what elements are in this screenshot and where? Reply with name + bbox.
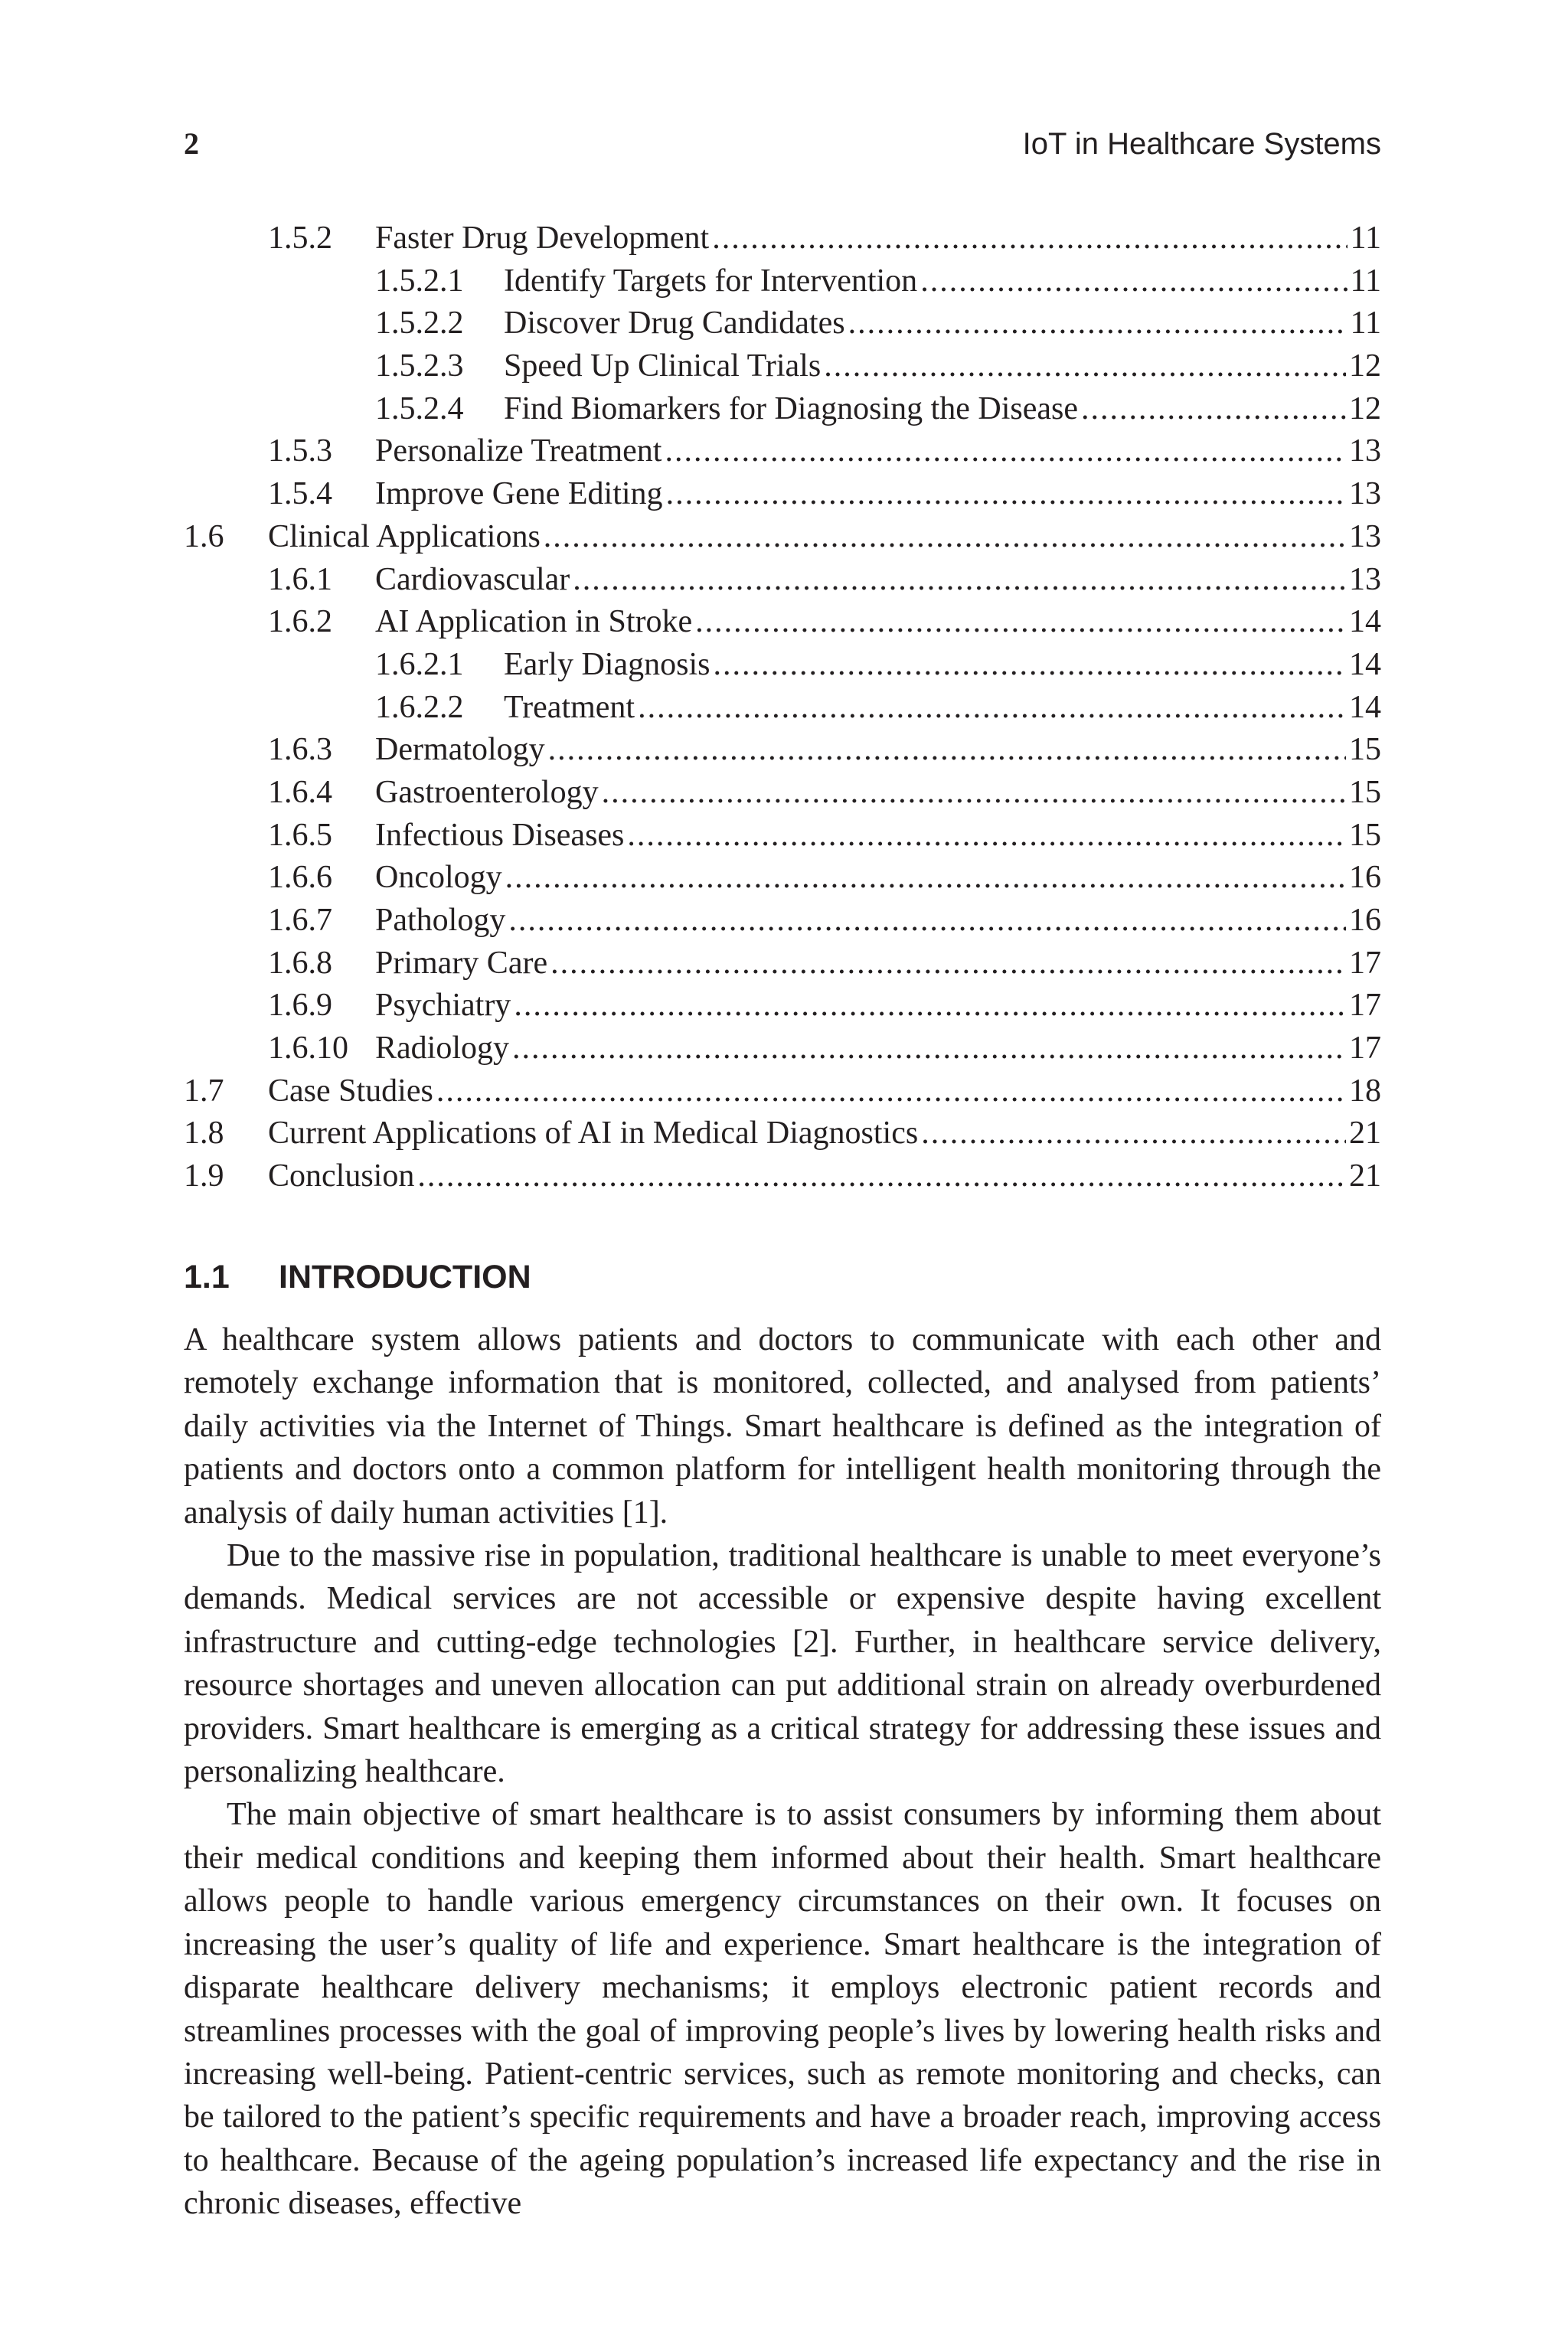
toc-entry-page: 15 bbox=[1349, 732, 1381, 768]
toc-entry-line bbox=[375, 857, 1381, 900]
toc-entry-page: 13 bbox=[1349, 561, 1381, 597]
toc-entry-number: 1.6.2 bbox=[268, 604, 332, 640]
toc-entry-page: 15 bbox=[1349, 774, 1381, 810]
toc-entry-line bbox=[375, 772, 1381, 815]
toc-dot-leader bbox=[638, 687, 1346, 730]
toc-entry-title: Speed Up Clinical Trials bbox=[504, 348, 822, 384]
toc-entry-page: 16 bbox=[1349, 860, 1381, 896]
toc-entry-title: Conclusion bbox=[268, 1158, 415, 1194]
toc-entry[interactable] bbox=[184, 473, 1381, 516]
toc-entry-page: 16 bbox=[1349, 903, 1381, 938]
toc-dot-leader bbox=[1081, 388, 1346, 431]
toc-dot-leader bbox=[508, 900, 1346, 942]
toc-entry[interactable] bbox=[184, 687, 1381, 730]
toc-entry-title: Clinical Applications bbox=[268, 518, 541, 554]
paragraph: Due to the massive rise in population, traditional healthcare is unable to meet everyone’s demands. Medical services are not accessible or expensive despite having excellent infrastructure and cutting-edge technologies [2]. Further, in healthcare service delivery, resource shortages and uneven allocation can put additional strain on already overburdened providers. Smart healthcare is emerging as a critical strategy for addressing these issues and personalizing healthcare. bbox=[184, 1538, 1381, 1790]
toc-entry[interactable] bbox=[184, 772, 1381, 815]
toc-entry-line bbox=[504, 644, 1381, 687]
toc-entry-page: 21 bbox=[1349, 1158, 1381, 1194]
toc-entry-title: Current Applications of AI in Medical Diagnostics bbox=[268, 1116, 919, 1152]
page-number: 2 bbox=[184, 126, 199, 161]
toc-entry[interactable] bbox=[184, 217, 1381, 260]
toc-entry-page: 14 bbox=[1349, 646, 1381, 682]
toc-entry-page: 11 bbox=[1350, 263, 1381, 299]
toc-entry-page: 17 bbox=[1349, 1031, 1381, 1067]
toc-entry-line bbox=[504, 687, 1381, 730]
toc-entry-line bbox=[268, 516, 1381, 559]
toc-entry-number: 1.6 bbox=[184, 518, 224, 554]
toc-entry-line bbox=[375, 601, 1381, 644]
toc-entry-title: AI Application in Stroke bbox=[375, 604, 693, 640]
toc-entry-page: 13 bbox=[1349, 433, 1381, 469]
toc-dot-leader bbox=[505, 857, 1346, 900]
toc-entry-title: Pathology bbox=[375, 903, 506, 938]
toc-entry-line bbox=[375, 430, 1381, 473]
toc-entry-page: 12 bbox=[1349, 348, 1381, 384]
section-title: INTRODUCTION bbox=[279, 1259, 531, 1295]
toc-entry-page: 11 bbox=[1350, 305, 1381, 341]
toc-entry[interactable] bbox=[184, 900, 1381, 942]
toc-entry-line bbox=[504, 302, 1381, 345]
toc-entry-title: Early Diagnosis bbox=[504, 646, 710, 682]
toc-entry-title: Primary Care bbox=[375, 945, 548, 981]
toc-entry[interactable] bbox=[184, 302, 1381, 345]
toc-entry-page: 15 bbox=[1349, 817, 1381, 853]
toc-entry-page: 11 bbox=[1350, 220, 1381, 256]
toc-entry-title: Discover Drug Candidates bbox=[504, 305, 845, 341]
toc-dot-leader bbox=[627, 815, 1346, 858]
toc-dot-leader bbox=[920, 260, 1347, 303]
toc-entry-line bbox=[375, 729, 1381, 772]
toc-dot-leader bbox=[514, 985, 1346, 1027]
toc-entry-title: Radiology bbox=[375, 1031, 509, 1067]
toc-entry-number: 1.5.2 bbox=[268, 220, 332, 256]
toc-entry-number: 1.9 bbox=[184, 1158, 224, 1194]
toc-dot-leader bbox=[921, 1112, 1346, 1155]
toc-entry-title: Case Studies bbox=[268, 1073, 433, 1109]
toc-entry-line bbox=[504, 345, 1381, 388]
section-heading bbox=[184, 1254, 531, 1300]
toc-dot-leader bbox=[548, 729, 1346, 772]
toc-entry-number: 1.6.9 bbox=[268, 988, 332, 1024]
toc-entry-line bbox=[504, 260, 1381, 303]
toc-dot-leader bbox=[512, 1027, 1346, 1070]
toc-entry[interactable] bbox=[184, 388, 1381, 431]
toc-dot-leader bbox=[544, 516, 1346, 559]
toc-entry[interactable] bbox=[184, 985, 1381, 1027]
toc-dot-leader bbox=[824, 345, 1346, 388]
toc-entry-title: Find Biomarkers for Diagnosing the Disease bbox=[504, 390, 1079, 426]
paragraph: The main objective of smart healthcare is to assist consumers by informing them about their medical conditions and keeping them informed about their health. Smart healthcare allows people to handle various emergency circumstances on their own. It focuses on increasing the user’s quality of life and experience. Smart healthcare is the integration of disparate healthcare delivery mechanisms; it employs electronic patient records and streamlines processes with the goal of improving people’s lives by lowering health risks and increasing well-being. Patient-centric services, such as remote monitoring and checks, can be tailored to the patient’s specific requirements and have a broader reach, improving access to healthcare. Because of the ageing population’s increased life expectancy and the rise in chronic diseases, effective bbox=[184, 1797, 1381, 2222]
toc-entry[interactable] bbox=[184, 729, 1381, 772]
toc-entry-page: 13 bbox=[1349, 476, 1381, 512]
toc-entry-number: 1.6.5 bbox=[268, 817, 332, 853]
running-head bbox=[184, 121, 1381, 167]
toc-entry-number: 1.5.3 bbox=[268, 433, 332, 469]
toc-entry-line bbox=[375, 985, 1381, 1027]
toc-entry-number: 1.5.4 bbox=[268, 476, 332, 512]
toc-entry-page: 14 bbox=[1349, 604, 1381, 640]
toc-entry-number: 1.5.2.3 bbox=[375, 348, 464, 384]
toc-entry-line bbox=[375, 559, 1381, 602]
toc-entry[interactable] bbox=[184, 559, 1381, 602]
toc-entry-title: Cardiovascular bbox=[375, 561, 570, 597]
toc-entry-number: 1.6.6 bbox=[268, 860, 332, 896]
table-of-contents bbox=[184, 217, 1381, 1198]
toc-entry[interactable] bbox=[184, 260, 1381, 303]
toc-entry-page: 13 bbox=[1349, 518, 1381, 554]
toc-entry[interactable] bbox=[184, 1070, 1381, 1113]
toc-entry-title: Faster Drug Development bbox=[375, 220, 710, 256]
toc-entry-line bbox=[375, 900, 1381, 942]
toc-entry-number: 1.6.3 bbox=[268, 732, 332, 768]
toc-entry[interactable] bbox=[184, 1112, 1381, 1155]
toc-entry[interactable] bbox=[184, 815, 1381, 858]
toc-entry-page: 17 bbox=[1349, 988, 1381, 1024]
toc-entry-title: Psychiatry bbox=[375, 988, 511, 1024]
toc-entry[interactable] bbox=[184, 430, 1381, 473]
toc-entry-number: 1.5.2.4 bbox=[375, 390, 464, 426]
toc-dot-leader bbox=[602, 772, 1346, 815]
toc-entry-title: Identify Targets for Intervention bbox=[504, 263, 918, 299]
body-text bbox=[184, 1318, 1381, 2226]
toc-entry[interactable] bbox=[184, 644, 1381, 687]
toc-entry-number: 1.8 bbox=[184, 1116, 224, 1152]
toc-dot-leader bbox=[417, 1155, 1346, 1198]
toc-entry-number: 1.6.7 bbox=[268, 903, 332, 938]
toc-entry-line bbox=[504, 388, 1381, 431]
toc-dot-leader bbox=[550, 942, 1346, 985]
toc-entry[interactable] bbox=[184, 857, 1381, 900]
toc-entry[interactable] bbox=[184, 345, 1381, 388]
paragraph: A healthcare system allows patients and doctors to communicate with each other and remotely exchange information that is monitored, collected, and analysed from patients’ daily activities via the Internet of Things. Smart healthcare is defined as the integration of patients and doctors onto a common platform for intelligent health monitoring through the analysis of daily human activities [1]. bbox=[184, 1322, 1381, 1530]
toc-entry[interactable] bbox=[184, 1027, 1381, 1070]
toc-entry-number: 1.6.2.1 bbox=[375, 646, 464, 682]
toc-entry-line bbox=[375, 815, 1381, 858]
toc-entry-number: 1.6.2.2 bbox=[375, 689, 464, 725]
toc-dot-leader bbox=[713, 644, 1346, 687]
toc-entry-number: 1.6.10 bbox=[268, 1031, 348, 1067]
toc-dot-leader bbox=[712, 217, 1347, 260]
toc-entry-number: 1.5.2.1 bbox=[375, 263, 464, 299]
toc-entry-title: Infectious Diseases bbox=[375, 817, 625, 853]
toc-entry-line bbox=[375, 1027, 1381, 1070]
toc-entry-page: 12 bbox=[1349, 390, 1381, 426]
toc-entry-number: 1.7 bbox=[184, 1073, 224, 1109]
toc-dot-leader bbox=[695, 601, 1346, 644]
toc-entry-page: 17 bbox=[1349, 945, 1381, 981]
toc-entry-number: 1.5.2.2 bbox=[375, 305, 464, 341]
toc-entry[interactable] bbox=[184, 601, 1381, 644]
toc-entry[interactable] bbox=[184, 516, 1381, 559]
toc-entry-number: 1.6.8 bbox=[268, 945, 332, 981]
toc-dot-leader bbox=[436, 1070, 1346, 1113]
toc-entry-title: Dermatology bbox=[375, 732, 545, 768]
toc-entry[interactable] bbox=[184, 942, 1381, 985]
toc-entry-title: Personalize Treatment bbox=[375, 433, 662, 469]
toc-entry-title: Oncology bbox=[375, 860, 502, 896]
toc-entry-line bbox=[375, 217, 1381, 260]
toc-dot-leader bbox=[848, 302, 1348, 345]
toc-entry-line bbox=[268, 1070, 1381, 1113]
toc-entry-line bbox=[268, 1155, 1381, 1198]
toc-entry-line bbox=[268, 1112, 1381, 1155]
toc-entry-page: 21 bbox=[1349, 1116, 1381, 1152]
toc-entry-page: 18 bbox=[1349, 1073, 1381, 1109]
toc-entry-title: Treatment bbox=[504, 689, 635, 725]
toc-entry-title: Improve Gene Editing bbox=[375, 476, 663, 512]
toc-entry-page: 14 bbox=[1349, 689, 1381, 725]
toc-dot-leader bbox=[665, 430, 1346, 473]
toc-entry-number: 1.6.4 bbox=[268, 774, 332, 810]
toc-entry-number: 1.6.1 bbox=[268, 561, 332, 597]
toc-dot-leader bbox=[666, 473, 1346, 516]
toc-dot-leader bbox=[573, 559, 1346, 602]
section-number: 1.1 bbox=[184, 1259, 230, 1295]
toc-entry-title: Gastroenterology bbox=[375, 774, 599, 810]
running-title: IoT in Healthcare Systems bbox=[1022, 127, 1381, 161]
toc-entry-line bbox=[375, 942, 1381, 985]
toc-entry-line bbox=[375, 473, 1381, 516]
toc-entry[interactable] bbox=[184, 1155, 1381, 1198]
